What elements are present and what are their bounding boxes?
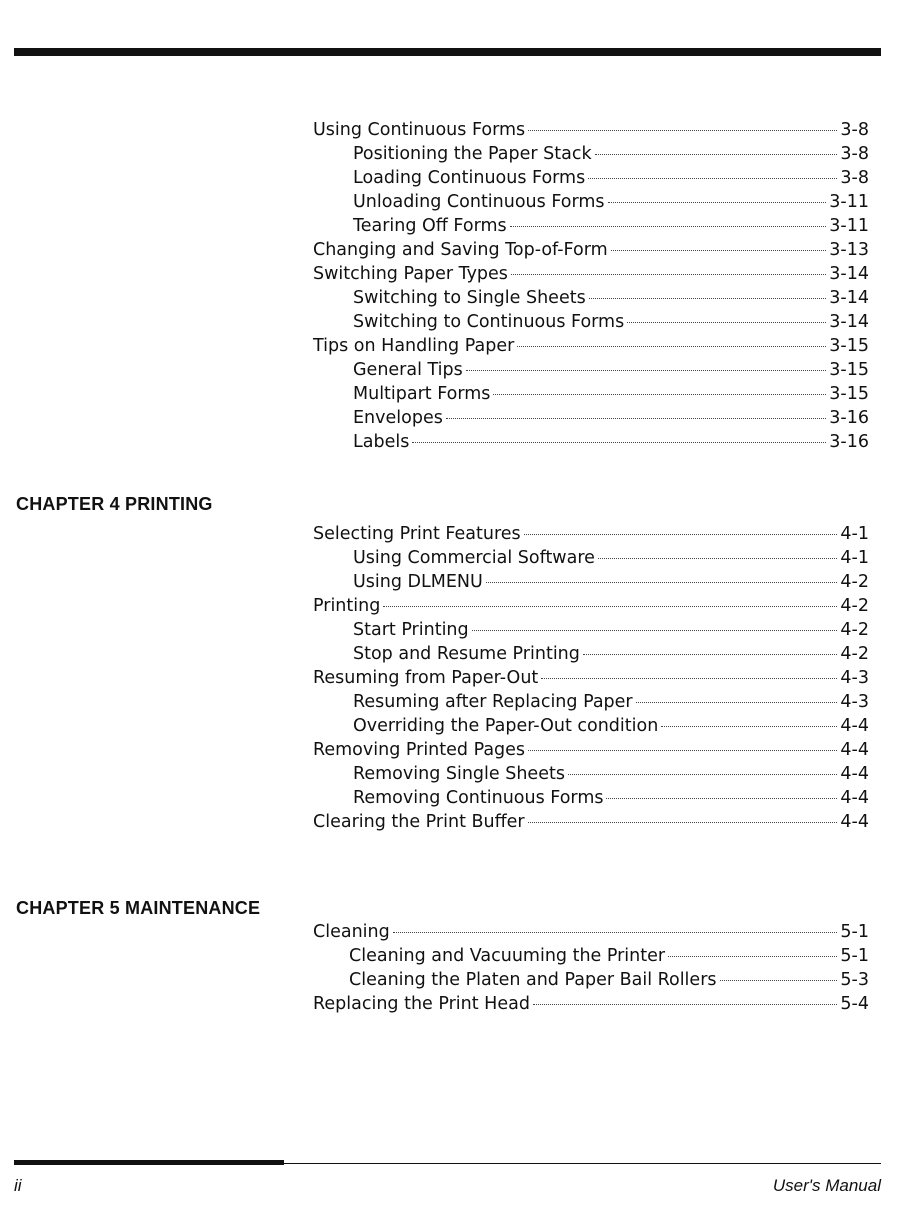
- footer-manual-title: User's Manual: [772, 1176, 881, 1195]
- toc-entry: [313, 214, 869, 238]
- toc-entry: [313, 310, 869, 334]
- footer-rule: [14, 1163, 881, 1164]
- toc-entry: [313, 546, 869, 570]
- toc-entry-page: 5-4: [840, 994, 869, 1014]
- toc-entry-page: 3-14: [829, 264, 869, 284]
- toc-entry-page: 4-1: [840, 548, 869, 568]
- toc-entry-title: Removing Continuous Forms: [353, 788, 604, 808]
- toc-section-chapter-4: [313, 522, 869, 834]
- toc-entry: [313, 334, 869, 358]
- toc-entry-title: Removing Printed Pages: [313, 740, 526, 760]
- toc-entry-title: Cleaning the Platen and Paper Bail Rollers: [349, 970, 717, 990]
- toc-entry-page: 4-4: [840, 788, 869, 808]
- toc-entry: [313, 618, 869, 642]
- toc-entry-title: Cleaning and Vacuuming the Printer: [349, 946, 666, 966]
- toc-entry: [313, 690, 869, 714]
- toc-entry: [313, 786, 869, 810]
- dot-leader: [720, 980, 838, 981]
- dot-leader: [568, 774, 837, 775]
- dot-leader: [627, 322, 826, 323]
- dot-leader: [486, 582, 838, 583]
- toc-entry: [313, 570, 869, 594]
- toc-entry-title: Tips on Handling Paper: [313, 336, 515, 356]
- toc-entry-page: 3-11: [829, 216, 869, 236]
- dot-leader: [466, 370, 827, 371]
- dot-leader: [511, 274, 826, 275]
- toc-entry-title: Changing and Saving Top-of-Form: [313, 240, 608, 260]
- toc-entry-title: General Tips: [353, 360, 463, 380]
- toc-entry-title: Labels: [353, 432, 410, 452]
- toc-entry: [313, 762, 869, 786]
- toc-entry: [313, 810, 869, 834]
- toc-entry: [313, 992, 869, 1016]
- toc-entry-title: Cleaning: [313, 922, 390, 942]
- toc-entry-title: Stop and Resume Printing: [353, 644, 580, 664]
- toc-entry: [313, 358, 869, 382]
- dot-leader: [493, 394, 826, 395]
- toc-entry-page: 4-4: [840, 764, 869, 784]
- toc-entry-title: Multipart Forms: [353, 384, 491, 404]
- dot-leader: [606, 798, 837, 799]
- toc-entry-title: Removing Single Sheets: [353, 764, 565, 784]
- toc-entry-title: Envelopes: [353, 408, 443, 428]
- toc-entry: [313, 642, 869, 666]
- toc-entry-title: Selecting Print Features: [313, 524, 521, 544]
- toc-entry-page: 4-3: [840, 668, 869, 688]
- dot-leader: [446, 418, 826, 419]
- toc-entry: [313, 738, 869, 762]
- toc-entry-title: Start Printing: [353, 620, 469, 640]
- toc-entry-title: Clearing the Print Buffer: [313, 812, 525, 832]
- toc-entry-page: 3-8: [840, 120, 869, 140]
- toc-entry-title: Switching Paper Types: [313, 264, 508, 284]
- toc-entry: [313, 166, 869, 190]
- toc-entry: [313, 382, 869, 406]
- dot-leader: [412, 442, 826, 443]
- dot-leader: [528, 130, 837, 131]
- dot-leader: [595, 154, 838, 155]
- toc-entry-page: 4-2: [840, 572, 869, 592]
- toc-entry-page: 3-15: [829, 360, 869, 380]
- chapter-5-heading: CHAPTER 5 MAINTENANCE: [16, 898, 261, 918]
- toc-entry-page: 3-14: [829, 288, 869, 308]
- toc-entry: [313, 944, 869, 968]
- toc-entry-title: Loading Continuous Forms: [353, 168, 586, 188]
- toc-entry-page: 3-16: [829, 432, 869, 452]
- toc-entry-page: 5-1: [840, 946, 869, 966]
- toc-entry-title: Resuming after Replacing Paper: [353, 692, 633, 712]
- dot-leader: [598, 558, 837, 559]
- toc-entry: [313, 118, 869, 142]
- toc-section-chapter-5: [313, 920, 869, 1016]
- toc-entry-page: 4-2: [840, 620, 869, 640]
- toc-entry: [313, 190, 869, 214]
- dot-leader: [510, 226, 827, 227]
- dot-leader: [611, 250, 827, 251]
- toc-entry-title: Replacing the Print Head: [313, 994, 530, 1014]
- dot-leader: [528, 750, 837, 751]
- toc-entry-page: 3-16: [829, 408, 869, 428]
- top-rule: [14, 48, 881, 56]
- dot-leader: [589, 298, 827, 299]
- dot-leader: [588, 178, 837, 179]
- dot-leader: [383, 606, 837, 607]
- toc-entry-title: Positioning the Paper Stack: [353, 144, 592, 164]
- toc-entry: [313, 262, 869, 286]
- toc-entry-page: 3-8: [840, 168, 869, 188]
- dot-leader: [524, 534, 838, 535]
- toc-section-chapter-3: [313, 118, 869, 454]
- toc-entry: [313, 430, 869, 454]
- toc-entry-page: 5-1: [840, 922, 869, 942]
- toc-entry-page: 3-14: [829, 312, 869, 332]
- chapter-4-heading: CHAPTER 4 PRINTING: [16, 494, 213, 514]
- toc-entry-title: Overriding the Paper-Out condition: [353, 716, 659, 736]
- dot-leader: [528, 822, 838, 823]
- dot-leader: [472, 630, 838, 631]
- dot-leader: [636, 702, 838, 703]
- dot-leader: [608, 202, 827, 203]
- dot-leader: [541, 678, 837, 679]
- toc-entry-page: 3-13: [829, 240, 869, 260]
- toc-entry-page: 3-15: [829, 384, 869, 404]
- toc-entry: [313, 286, 869, 310]
- dot-leader: [393, 932, 838, 933]
- toc-entry: [313, 666, 869, 690]
- toc-entry-page: 4-4: [840, 716, 869, 736]
- toc-entry: [313, 714, 869, 738]
- dot-leader: [661, 726, 837, 727]
- toc-entry-title: Using DLMENU: [353, 572, 483, 592]
- toc-entry: [313, 142, 869, 166]
- toc-entry-page: 3-15: [829, 336, 869, 356]
- toc-entry-page: 4-3: [840, 692, 869, 712]
- toc-entry-title: Resuming from Paper-Out: [313, 668, 539, 688]
- toc-entry-page: 5-3: [840, 970, 869, 990]
- dot-leader: [517, 346, 826, 347]
- toc-entry: [313, 968, 869, 992]
- toc-entry: [313, 406, 869, 430]
- toc-entry: [313, 594, 869, 618]
- toc-entry-title: Printing: [313, 596, 381, 616]
- toc-entry-title: Using Commercial Software: [353, 548, 595, 568]
- dot-leader: [668, 956, 837, 957]
- toc-entry-title: Switching to Single Sheets: [353, 288, 586, 308]
- toc-entry-page: 3-8: [840, 144, 869, 164]
- toc-entry: [313, 920, 869, 944]
- toc-entry: [313, 238, 869, 262]
- toc-entry-title: Unloading Continuous Forms: [353, 192, 605, 212]
- toc-entry-title: Using Continuous Forms: [313, 120, 526, 140]
- toc-entry-title: Tearing Off Forms: [353, 216, 507, 236]
- toc-entry-title: Switching to Continuous Forms: [353, 312, 625, 332]
- toc-entry-page: 4-1: [840, 524, 869, 544]
- toc-entry-page: 3-11: [829, 192, 869, 212]
- toc-entry-page: 4-4: [840, 812, 869, 832]
- dot-leader: [583, 654, 838, 655]
- toc-entry-page: 4-4: [840, 740, 869, 760]
- toc-entry-page: 4-2: [840, 644, 869, 664]
- toc-entry-page: 4-2: [840, 596, 869, 616]
- footer-page-number: ii: [14, 1176, 22, 1195]
- toc-entry: [313, 522, 869, 546]
- dot-leader: [533, 1004, 837, 1005]
